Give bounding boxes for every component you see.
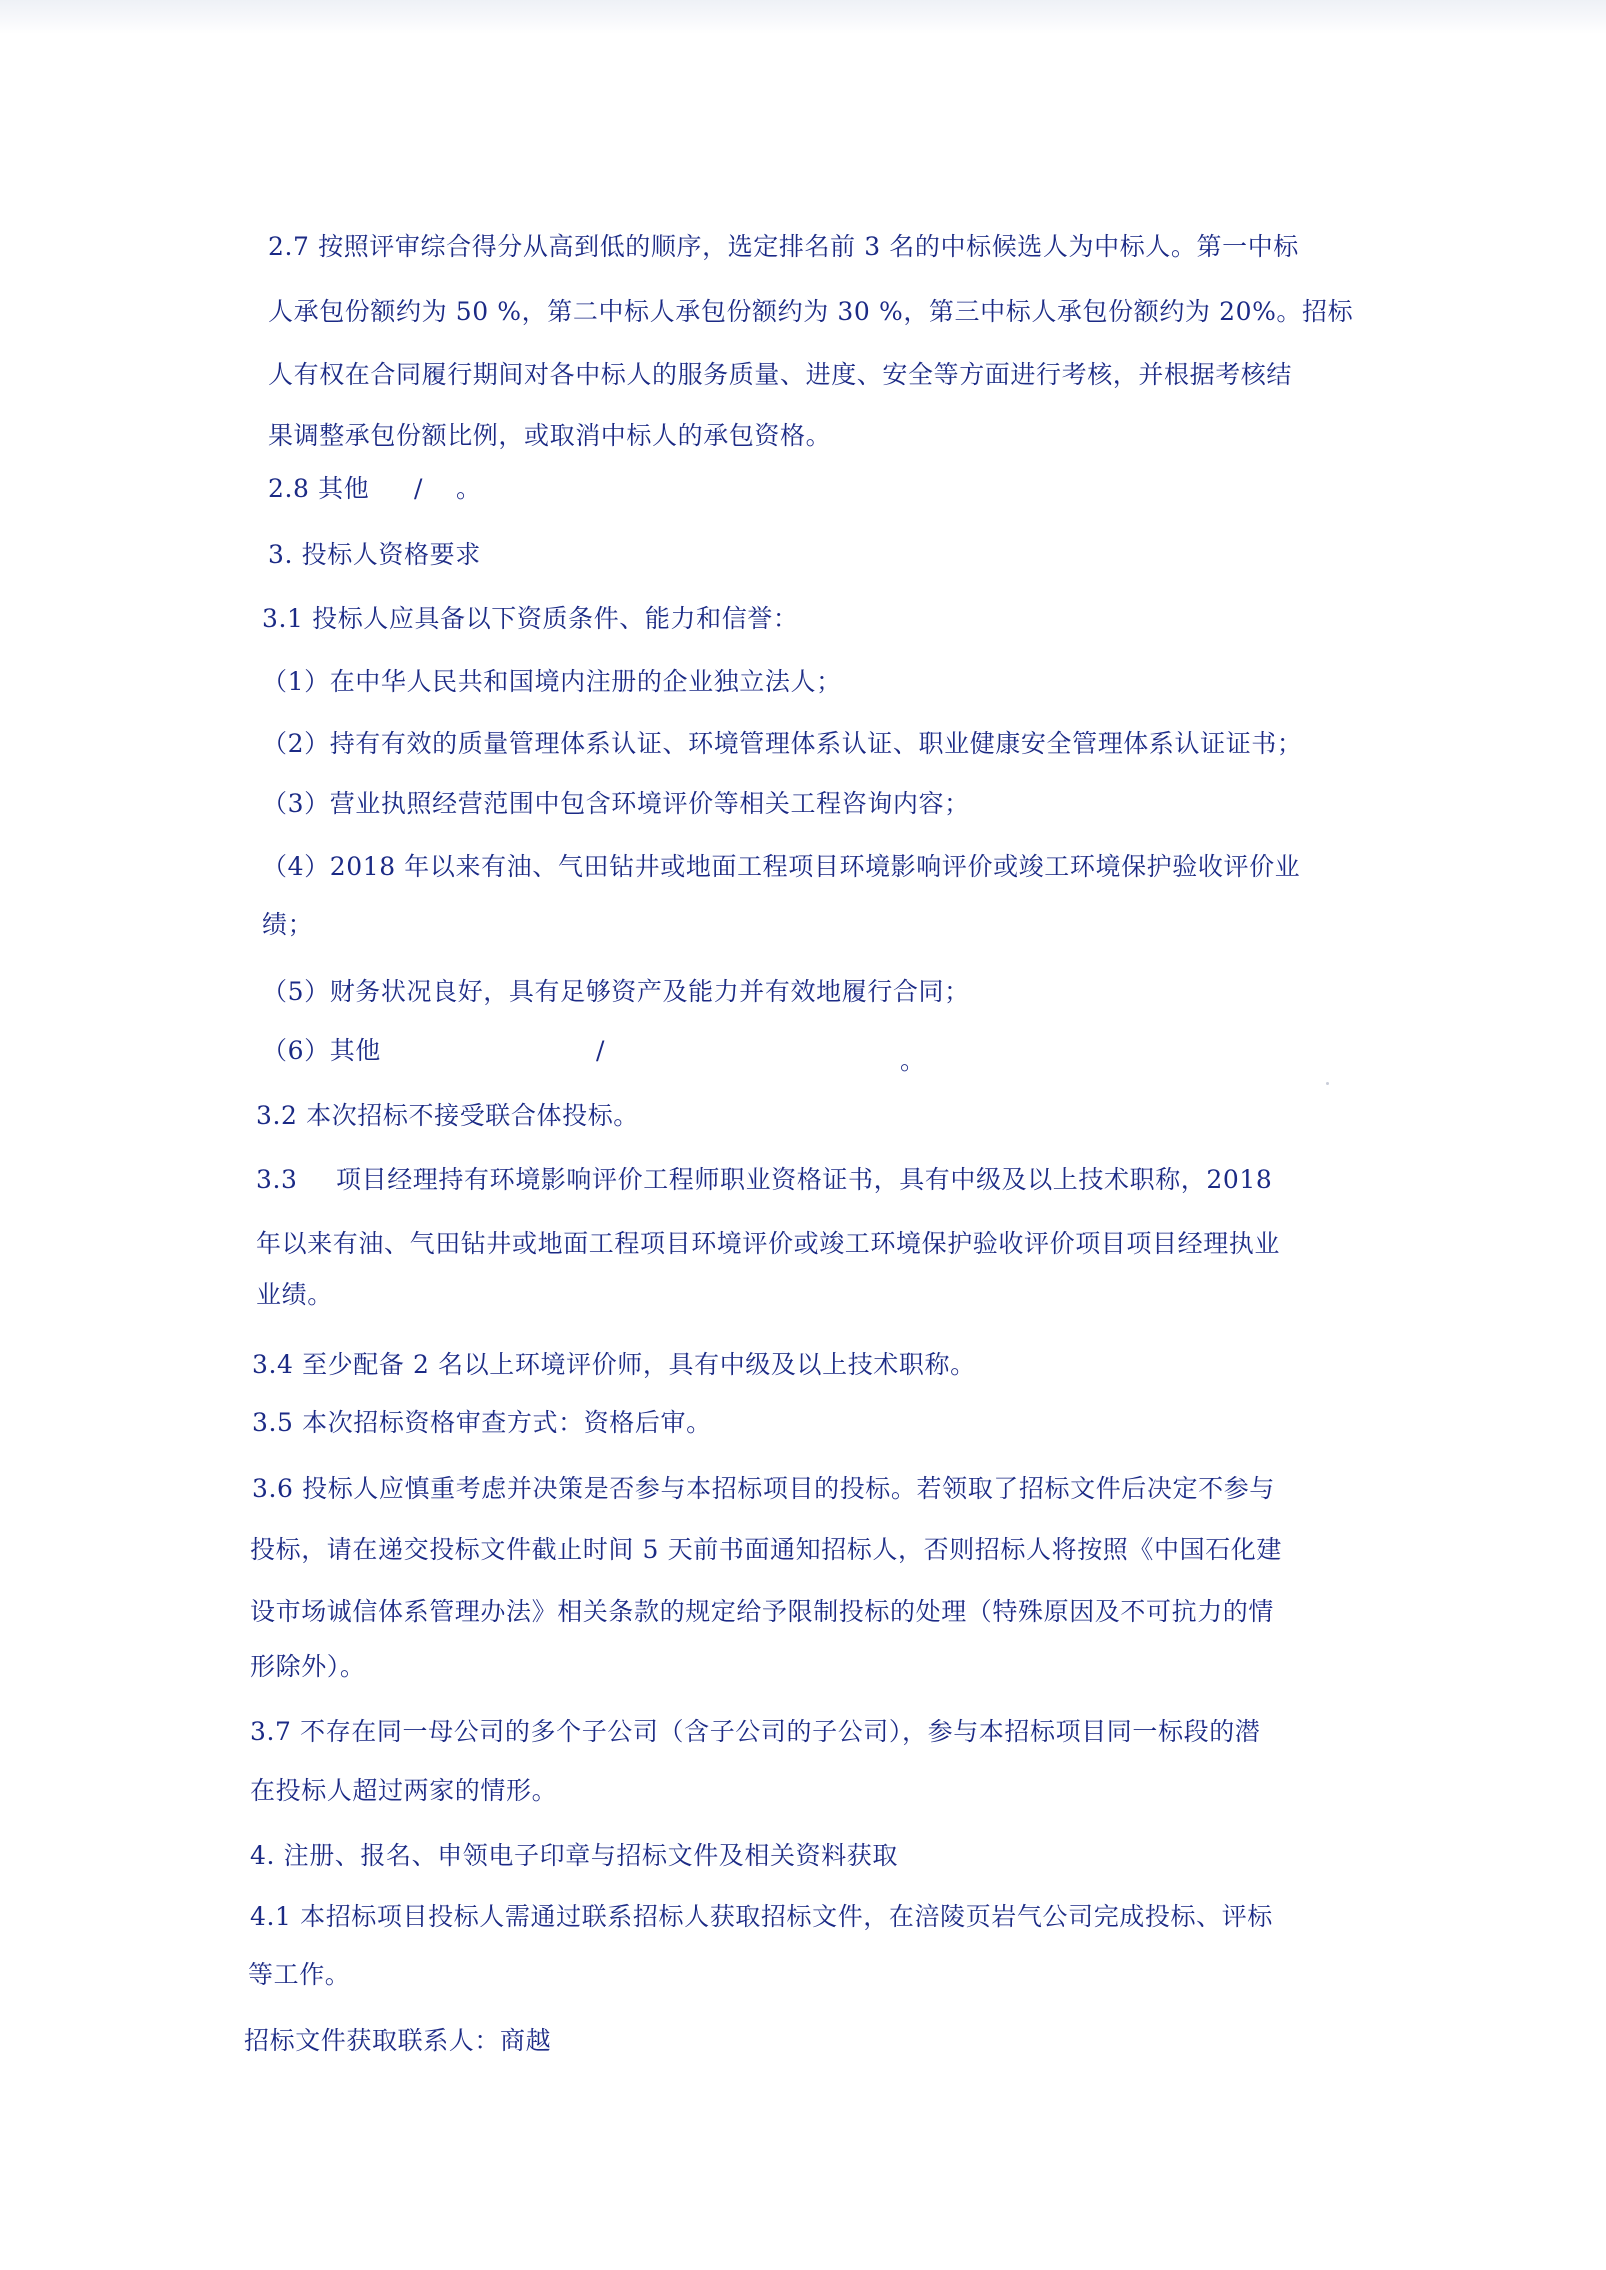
- text-line: （3）营业执照经营范围中包含环境评价等相关工程咨询内容；: [262, 789, 970, 818]
- text-line: 业绩。: [256, 1280, 333, 1309]
- text-line: 形除外）。: [250, 1652, 366, 1681]
- text-line: 招标文件获取联系人：商越: [244, 2026, 552, 2055]
- text-line: 3.7 不存在同一母公司的多个子公司（含子公司的子公司），参与本招标项目同一标段的潜: [250, 1717, 1261, 1746]
- scan-top-edge: [0, 0, 1606, 34]
- item-number: 3.3: [256, 1165, 298, 1194]
- text-line: （5）财务状况良好，具有足够资产及能力并有效地履行合同；: [262, 977, 970, 1006]
- blank-fill-period: 。: [456, 474, 482, 503]
- text-line: 人有权在合同履行期间对各中标人的服务质量、进度、安全等方面进行考核，并根据考核结: [268, 360, 1293, 389]
- text-line: （4）2018 年以来有油、气田钻井或地面工程项目环境影响评价或竣工环境保护验收评价业: [262, 852, 1301, 881]
- text-line: 4.1 本招标项目投标人需通过联系招标人获取招标文件，在涪陵页岩气公司完成投标、评标: [250, 1902, 1273, 1931]
- blank-fill-slash: /: [596, 1036, 606, 1065]
- text-line: 3.6 投标人应慎重考虑并决策是否参与本招标项目的投标。若领取了招标文件后决定不参与: [252, 1474, 1275, 1503]
- text-line: （2）持有有效的质量管理体系认证、环境管理体系认证、职业健康安全管理体系认证证书；: [262, 729, 1303, 758]
- text-line: 绩；: [262, 910, 314, 939]
- section-heading: 4. 注册、报名、申领电子印章与招标文件及相关资料获取: [250, 1841, 899, 1870]
- text-line: 人承包份额约为 50 %，第二中标人承包份额约为 30 %，第三中标人承包份额约为 20%。招标: [268, 297, 1354, 326]
- blank-fill-slash: /: [414, 474, 424, 503]
- text-line: （6）其他: [262, 1036, 381, 1065]
- text-line: 设市场诚信体系管理办法》相关条款的规定给予限制投标的处理（特殊原因及不可抗力的情: [250, 1597, 1275, 1626]
- text-line: 3.1 投标人应具备以下资质条件、能力和信誉：: [262, 604, 799, 633]
- text-line: 投标，请在递交投标文件截止时间 5 天前书面通知招标人，否则招标人将按照《中国石化建: [250, 1535, 1283, 1564]
- blank-fill-period: 。: [900, 1046, 926, 1075]
- text-line: 在投标人超过两家的情形。: [250, 1776, 558, 1805]
- text-line: 3.2 本次招标不接受联合体投标。: [256, 1101, 639, 1130]
- text-line: 2.7 按照评审综合得分从高到低的顺序，选定排名前 3 名的中标候选人为中标人。第一中标: [268, 232, 1299, 261]
- text-line: 3.4 至少配备 2 名以上环境评价师，具有中级及以上技术职称。: [252, 1350, 976, 1379]
- text-line: （1）在中华人民共和国境内注册的企业独立法人；: [262, 667, 842, 696]
- text-line: 3.5 本次招标资格审查方式：资格后审。: [252, 1408, 712, 1437]
- text-line: 果调整承包份额比例，或取消中标人的承包资格。: [268, 421, 832, 450]
- section-heading: 3. 投标人资格要求: [268, 540, 481, 569]
- text-line: 等工作。: [248, 1960, 351, 1989]
- text-line: 2.8 其他: [268, 474, 370, 503]
- scan-speck: [1326, 1082, 1329, 1085]
- text-line: 年以来有油、气田钻井或地面工程项目环境评价或竣工环境保护验收评价项目项目经理执业: [256, 1229, 1281, 1258]
- text-line: 项目经理持有环境影响评价工程师职业资格证书，具有中级及以上技术职称，2018: [336, 1165, 1273, 1194]
